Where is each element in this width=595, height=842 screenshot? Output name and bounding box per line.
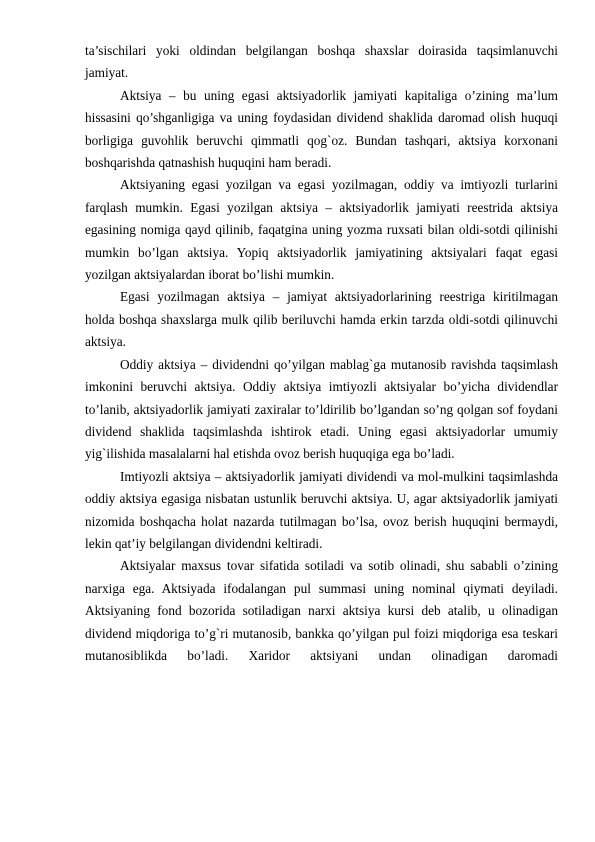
paragraph-registered-shares: Aktsiyaning egasi yozilgan va egasi yozilmagan, oddiy va imtiyozli turlarini farqlash mumkin. Egasi yozilgan aktsiya – aktsiyadorlik jamiyati reestrida aktsiya egasining nomiga qayd qilinib, faqatgina uning yozma ruxsati bilan oldi-sotdi qilinishi mumkin bo’lgan aktsiya. Yopiq aktsiyadorlik jamiyatining aktsiyalari faqat egasi yozilgan aktsiyalardan iborat bo’lishi mumkin. (85, 177, 558, 283)
paragraph-share-price: Aktsiyalar maxsus tovar sifatida sotiladi va sotib olinadi, shu sababli o’zining narxiga ega. Aktsiyada ifodalangan pul summasi uning nominal qiymati deyiladi. Aktsiyaning fond bozorida sotiladigan narxi aktsiya kursi deb atalib, u olinadigan dividend miqdoriga to’g`ri mutanosib, bankka qo’yilgan pul foizi miqdoriga esa teskari mutanosiblikda bo’ladi. Xaridor aktsiyani undan olinadigan daromadi (85, 558, 558, 663)
document-page (85, 40, 558, 667)
paragraph-aktsiya-definition: Aktsiya – bu uning egasi aktsiyadorlik jamiyati kapitaliga o’zining ma’lum hissasini qo’shganligiga va uning foydasidan dividend shaklida daromad olish huquqi borligiga guvohlik beruvchi qimmatli qog`oz. Bundan tashqari, aktsiya korxonani boshqarishda qatnashish huquqini ham beradi. (85, 87, 558, 171)
paragraph-bearer-shares: Egasi yozilmagan aktsiya – jamiyat aktsiyadorlarining reestriga kiritilmagan holda boshqa shaxslarga mulk qilib beriluvchi hamda erkin tarzda oldi-sotdi qilinuvchi aktsiya. (85, 289, 558, 350)
paragraph-continuation: ta’sischilari yoki oldindan belgilangan boshqa shaxslar doirasida taqsimlanuvchi jamiyat. (85, 43, 558, 81)
paragraph-preferred-shares: Imtiyozli aktsiya – aktsiyadorlik jamiyati dividendi va mol-mulkini taqsimlashda oddiy aktsiya egasiga nisbatan ustunlik beruvchi aktsiya. U, agar aktsiyadorlik jamiyati nizomida boshqacha holat nazarda tutilmagan bo’lsa, ovoz berish huquqini bermaydi, lekin qat’iy belgilangan dividendni keltiradi. (85, 468, 558, 551)
paragraph-common-shares: Oddiy aktsiya – dividendni qo’yilgan mablag`ga mutanosib ravishda taqsimlash imkonini beruvchi aktsiya. Oddiy aktsiya imtiyozli aktsiyalar bo’yicha dividendlar to’lanib, aktsiyadorlik jamiyati zaxiralar to’ldirilib bo’lgandan so’ng qolgan sof foydani dividend shaklida taqsimlashda ishtirok etadi. Uning egasi aktsiyadorlar umumiy yig`ilishida masalalarni hal etishda ovoz berish huquqiga ega bo’ladi. (85, 356, 558, 462)
